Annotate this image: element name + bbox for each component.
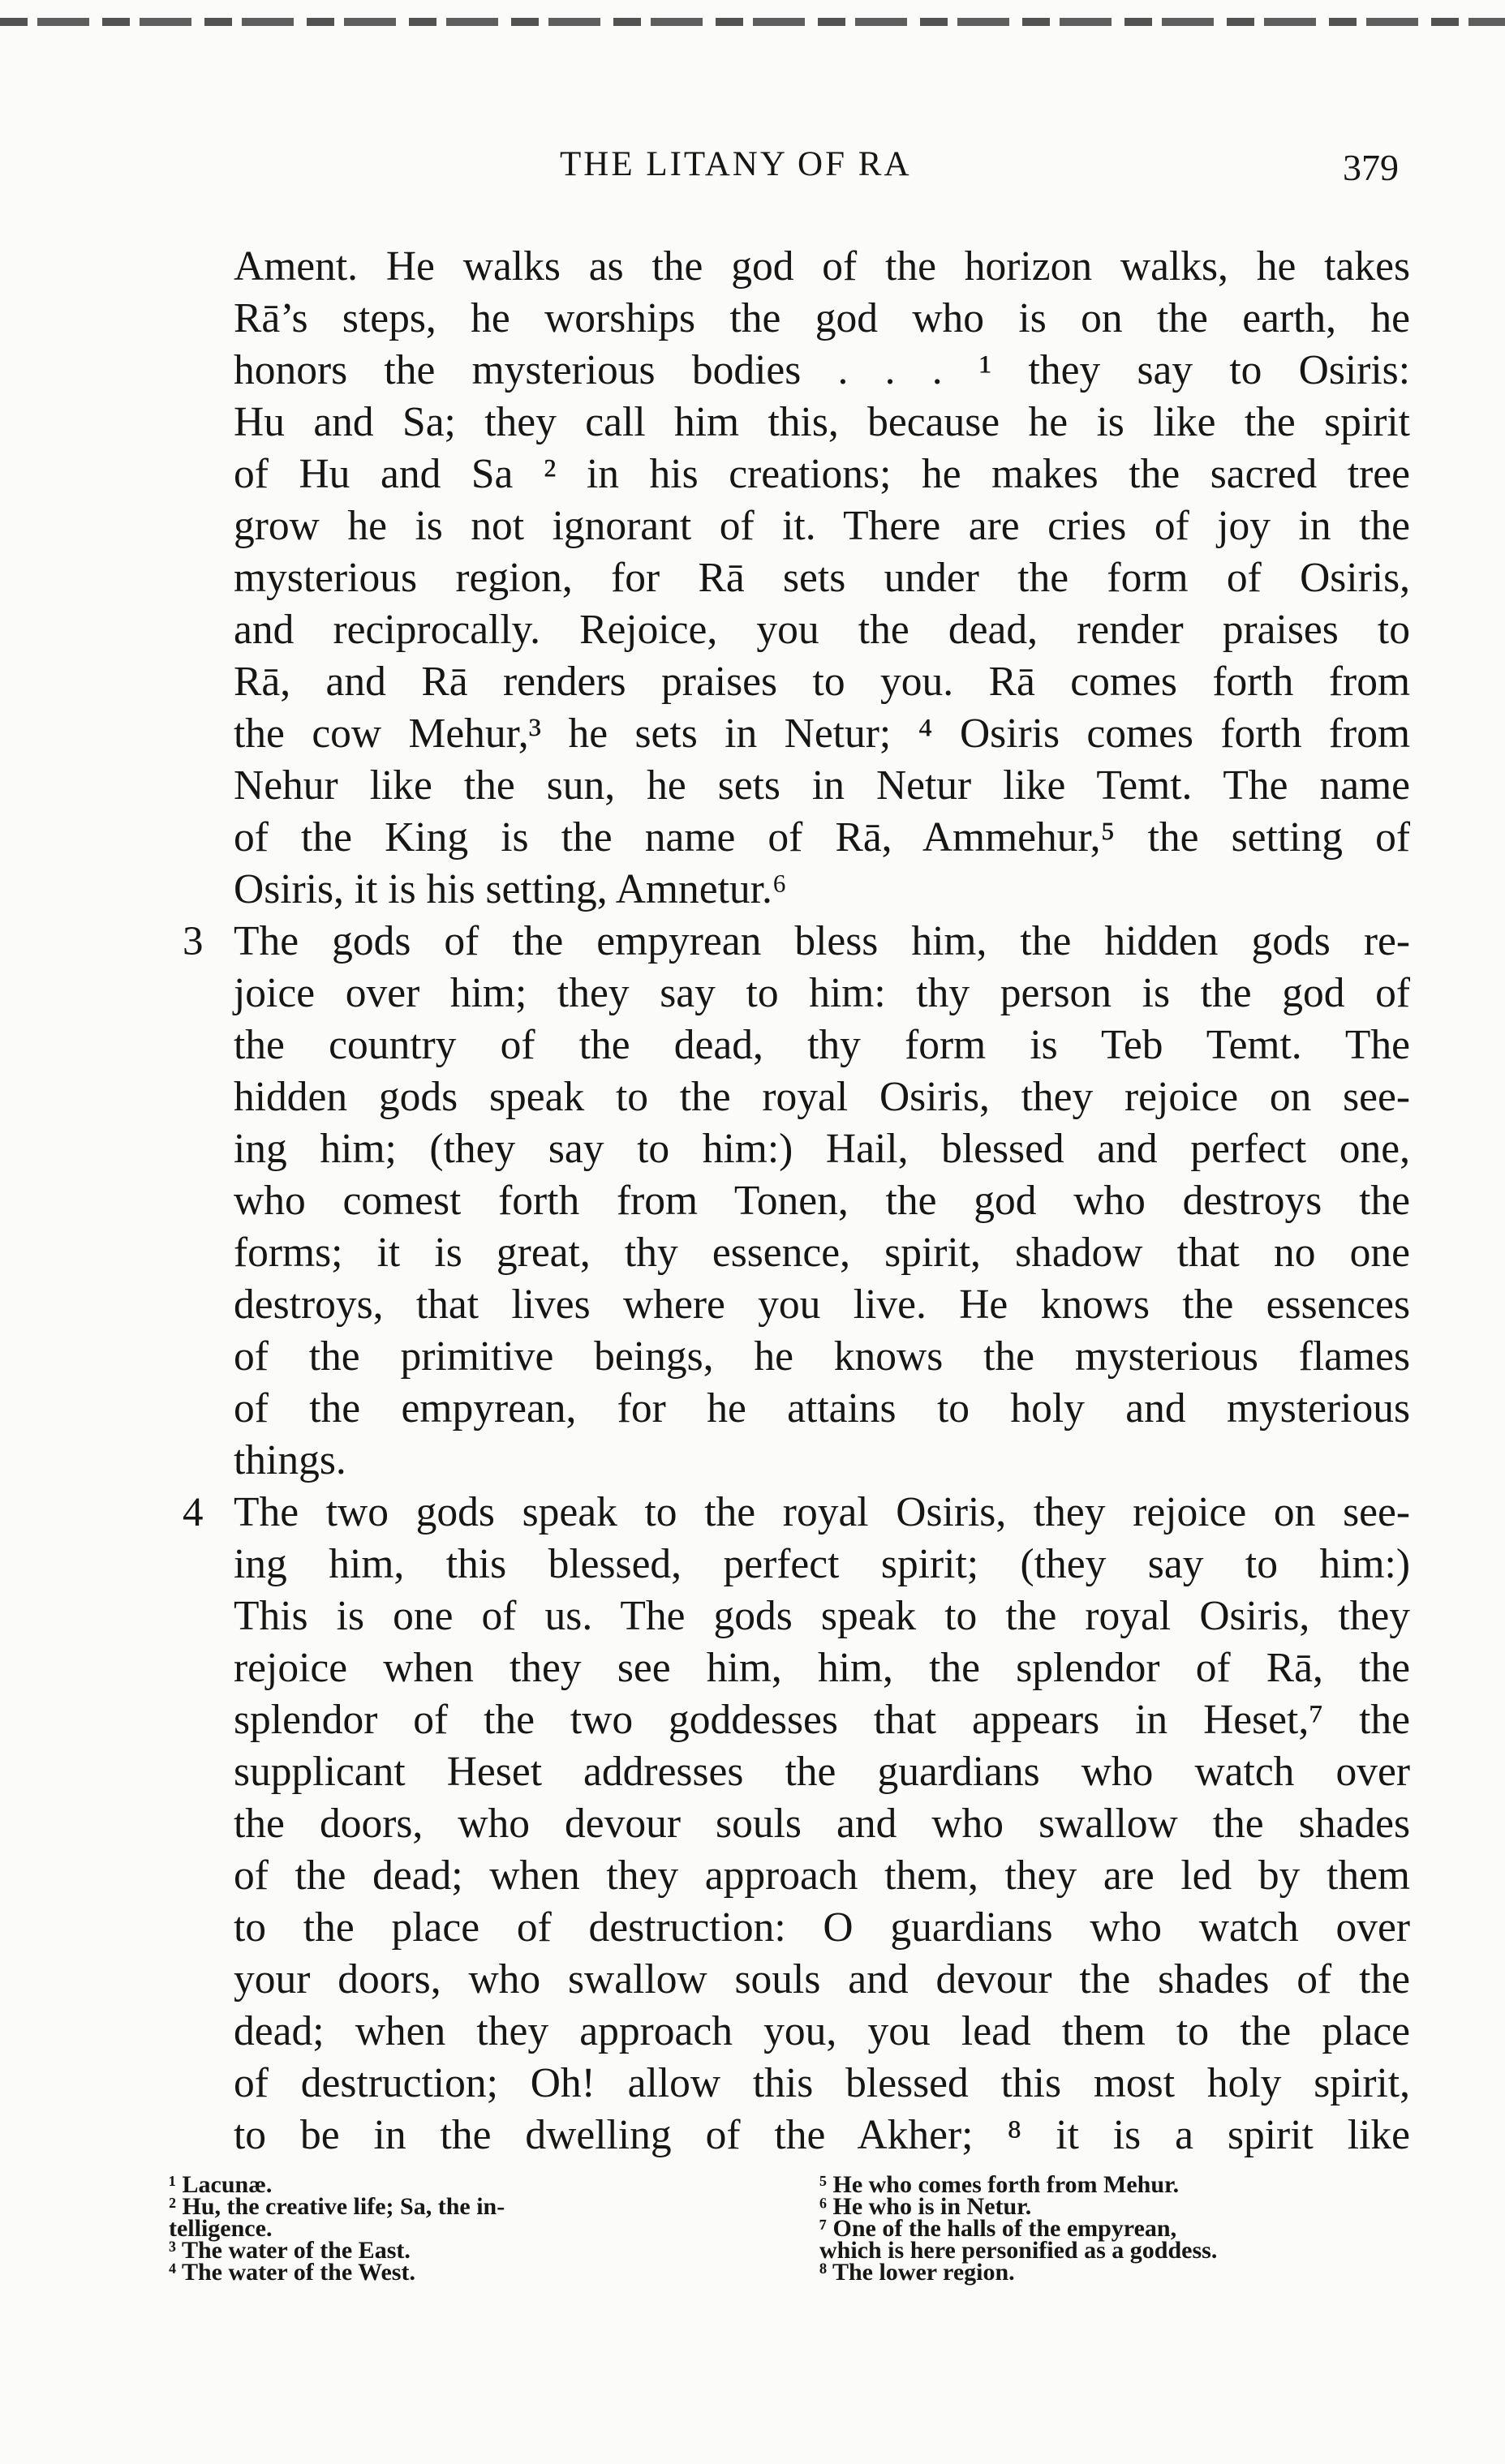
text-line: of destruction; Oh! allow this blessed this most holy spirit,	[234, 2060, 1410, 2106]
page-number: 379	[1343, 147, 1399, 188]
text-line: mysterious region, for Rā sets under the form of Osiris,	[234, 555, 1410, 601]
text-line: forms; it is great, thy essence, spirit, shadow that no one	[234, 1230, 1410, 1276]
text-line: rejoice when they see him, him, the splendor of Rā, the	[234, 1645, 1410, 1691]
text-line: of the empyrean, for he attains to holy and mysterious	[234, 1385, 1410, 1432]
footnote: ⁵ He who comes forth from Mehur.	[819, 2171, 1180, 2198]
footnote: ¹ Lacunæ.	[169, 2171, 273, 2198]
text-line: Osiris, it is his setting, Amnetur.⁶	[234, 866, 787, 912]
text-line: who comest forth from Tonen, the god who destroys the	[234, 1178, 1410, 1224]
text-line: The two gods speak to the royal Osiris, they rejoice on see-	[234, 1489, 1410, 1535]
text-line: of the dead; when they approach them, they are led by them	[234, 1852, 1410, 1899]
text-line: Rā, and Rā renders praises to you. Rā comes forth from	[234, 659, 1410, 705]
text-line: of the primitive beings, he knows the mysterious flames	[234, 1333, 1410, 1380]
text-line: to the place of destruction: O guardians who watch over	[234, 1904, 1410, 1951]
text-line: supplicant Heset addresses the guardians who watch over	[234, 1749, 1410, 1795]
text-line: the cow Mehur,³ he sets in Netur; ⁴ Osiris comes forth from	[234, 710, 1410, 757]
footnote: ⁷ One of the halls of the empyrean,	[819, 2215, 1177, 2242]
footnote: ³ The water of the East.	[169, 2237, 411, 2264]
footnote: ⁸ The lower region.	[819, 2259, 1015, 2286]
text-line: of Hu and Sa ² in his creations; he makes the sacred tree	[234, 451, 1410, 497]
text-line: honors the mysterious bodies . . . ¹ they say to Osiris:	[234, 347, 1410, 393]
text-line: hidden gods speak to the royal Osiris, they rejoice on see-	[234, 1074, 1410, 1120]
footnote: telligence.	[169, 2215, 273, 2242]
text-line: Ament. He walks as the god of the horizon walks, he takes	[234, 243, 1410, 290]
text-line: things.	[234, 1437, 346, 1483]
footnote: which is here personified as a goddess.	[819, 2237, 1218, 2264]
text-line: ing him; (they say to him:) Hail, blessed and perfect one,	[234, 1126, 1410, 1172]
text-line: to be in the dwelling of the Akher; ⁸ it is a spirit like	[234, 2112, 1410, 2158]
text-line: Rā’s steps, he worships the god who is on the earth, he	[234, 295, 1410, 341]
verse-number: 4	[183, 1490, 204, 1535]
text-line: ing him, this blessed, perfect spirit; (they say to him:)	[234, 1541, 1410, 1587]
text-line: Hu and Sa; they call him this, because he is like the spirit	[234, 399, 1410, 445]
text-line: the country of the dead, thy form is Teb Temt. The	[234, 1022, 1410, 1068]
text-line: The gods of the empyrean bless him, the hidden gods re-	[234, 918, 1410, 964]
text-line: grow he is not ignorant of it. There are cries of joy in the	[234, 503, 1410, 549]
footnote: ⁶ He who is in Netur.	[819, 2193, 1032, 2220]
text-line: and reciprocally. Rejoice, you the dead, render praises to	[234, 607, 1410, 653]
footnote: ⁴ The water of the West.	[169, 2259, 415, 2286]
running-title: THE LITANY OF RA	[560, 145, 912, 183]
verse-number: 3	[183, 919, 204, 964]
text-line: dead; when they approach you, you lead them to the place	[234, 2008, 1410, 2054]
text-line: Nehur like the sun, he sets in Netur like Temt. The name	[234, 762, 1410, 809]
text-line: destroys, that lives where you live. He knows the essences	[234, 1281, 1410, 1328]
text-line: your doors, who swallow souls and devour the shades of the	[234, 1956, 1410, 2003]
text-line: of the King is the name of Rā, Ammehur,⁵ the setting of	[234, 814, 1410, 861]
text-line: joice over him; they say to him: thy person is the god of	[234, 970, 1410, 1016]
scan-edge-artifact	[0, 18, 1505, 26]
footnote: ² Hu, the creative life; Sa, the in-	[169, 2193, 505, 2220]
text-line: splendor of the two goddesses that appears in Heset,⁷ the	[234, 1697, 1410, 1743]
text-line: This is one of us. The gods speak to the royal Osiris, they	[234, 1593, 1410, 1639]
text-line: the doors, who devour souls and who swallow the shades	[234, 1801, 1410, 1847]
